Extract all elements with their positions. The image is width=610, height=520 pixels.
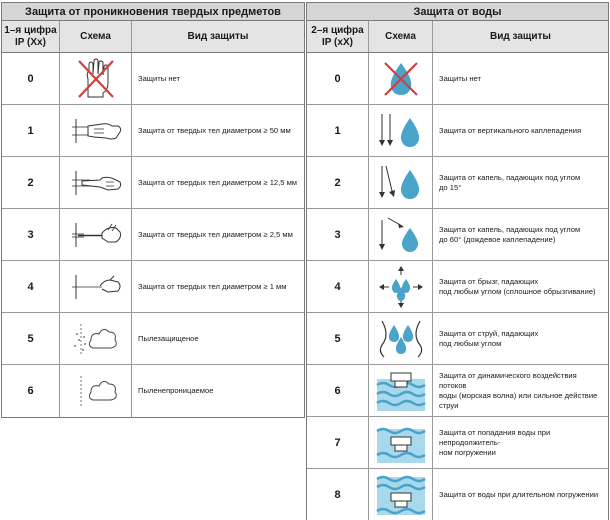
solid-desc: Пылезащищеное xyxy=(138,333,199,343)
water-digit: 7 xyxy=(307,417,369,468)
water-digit: 2 xyxy=(307,157,369,208)
solid-desc: Защита от твердых тел диаметром ≥ 50 мм xyxy=(138,125,291,135)
angled-15-drops-icon xyxy=(369,157,433,208)
solid-row-1 xyxy=(2,105,304,157)
angled-60-drops-icon xyxy=(369,209,433,260)
continuous-immersion-icon xyxy=(369,469,433,520)
water-digit: 8 xyxy=(307,469,369,520)
finger-icon xyxy=(60,157,132,208)
solid-row-2 xyxy=(2,157,304,209)
crossed-hand-icon xyxy=(60,53,132,104)
water-table-title: Защита от воды xyxy=(307,3,608,21)
water-protection-table xyxy=(306,2,609,520)
solid-header-row xyxy=(2,21,304,53)
water-row-0 xyxy=(307,53,608,105)
solid-digit: 2 xyxy=(2,157,60,208)
water-row-6 xyxy=(307,365,608,417)
solid-row-4 xyxy=(2,261,304,313)
solid-digit: 3 xyxy=(2,209,60,260)
solid-desc: Пыленепроницаемое xyxy=(138,386,214,395)
water-desc: Защита от попадания воды при непродолжитель- ном погружении xyxy=(439,427,551,457)
solid-digit: 6 xyxy=(2,365,60,417)
solid-digit: 4 xyxy=(2,261,60,312)
solid-table-title: Защита от проникновения твердых предметов xyxy=(2,3,304,21)
crossed-drop-icon xyxy=(369,53,433,104)
water-header-digit: 2–я цифра IP (хХ) xyxy=(307,21,369,52)
waves-icon xyxy=(369,365,433,416)
wire-icon xyxy=(60,261,132,312)
water-desc: Защита от вертикального каплепадения xyxy=(439,125,582,135)
water-digit: 4 xyxy=(307,261,369,312)
solid-desc: Защиты нет xyxy=(138,73,180,83)
water-desc: Защита от струй, падающих под любым углом xyxy=(439,328,539,348)
water-row-3 xyxy=(307,209,608,261)
solid-desc: Защита от твердых тел диаметром ≥ 1 мм xyxy=(138,281,287,291)
solid-protection-table xyxy=(1,2,305,418)
dust-partial-icon xyxy=(60,313,132,364)
splash-icon xyxy=(369,261,433,312)
solid-row-0 xyxy=(2,53,304,105)
water-row-7 xyxy=(307,417,608,469)
water-desc: Защита от воды при длительном погружении xyxy=(439,490,599,499)
water-header-kind: Вид защиты xyxy=(490,30,551,42)
temporary-immersion-icon xyxy=(369,417,433,468)
dust-tight-icon xyxy=(60,365,132,417)
solid-row-3 xyxy=(2,209,304,261)
solid-row-6 xyxy=(2,365,304,417)
water-header-scheme: Схема xyxy=(369,21,433,52)
water-header-row xyxy=(307,21,608,53)
water-desc: Защита от брызг, падающих под любым углом (сплошное обрызгивание) xyxy=(439,276,596,296)
water-desc: Защита от капель, падающих под углом до 15° xyxy=(439,172,581,192)
solid-header-scheme: Схема xyxy=(60,21,132,52)
water-row-5 xyxy=(307,313,608,365)
solid-digit: 0 xyxy=(2,53,60,104)
water-digit: 3 xyxy=(307,209,369,260)
water-row-1 xyxy=(307,105,608,157)
water-digit: 1 xyxy=(307,105,369,156)
solid-desc: Защита от твердых тел диаметром ≥ 12,5 мм xyxy=(138,177,298,187)
solid-row-5 xyxy=(2,313,304,365)
water-desc: Защиты нет xyxy=(439,73,481,83)
tool-icon xyxy=(60,209,132,260)
solid-digit: 5 xyxy=(2,313,60,364)
water-row-2 xyxy=(307,157,608,209)
water-desc: Защита от динамического воздействия потоков воды (морская волна) или сильное действие струи xyxy=(439,370,598,410)
water-digit: 0 xyxy=(307,53,369,104)
solid-header-digit: 1–я цифра IP (Хх) xyxy=(2,21,60,52)
solid-header-kind: Вид защиты xyxy=(187,30,249,42)
solid-digit: 1 xyxy=(2,105,60,156)
jets-icon xyxy=(369,313,433,364)
water-digit: 5 xyxy=(307,313,369,364)
water-row-4 xyxy=(307,261,608,313)
water-desc: Защита от капель, падающих под углом до 60° (дождевое каплепадение) xyxy=(439,224,581,244)
vertical-drops-icon xyxy=(369,105,433,156)
solid-desc: Защита от твердых тел диаметром ≥ 2,5 мм xyxy=(138,229,293,239)
water-row-8 xyxy=(307,469,608,520)
water-digit: 6 xyxy=(307,365,369,416)
hand-back-icon xyxy=(60,105,132,156)
